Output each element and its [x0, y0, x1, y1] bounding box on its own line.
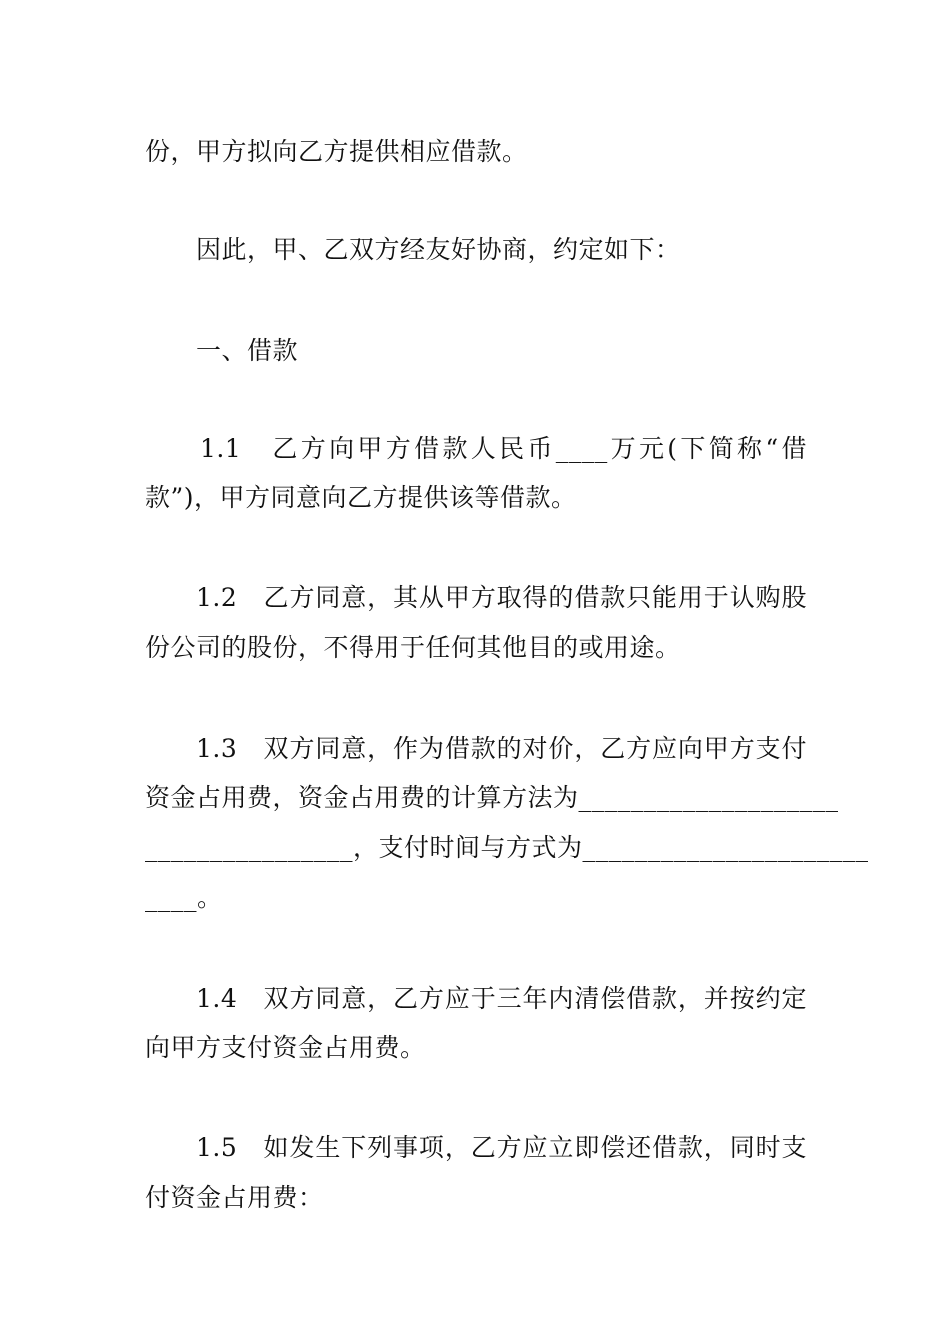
clause-1-3-line-4: ____。 [145, 883, 223, 912]
paragraph-intro: 因此，甲、乙双方经友好协商，约定如下： [196, 235, 681, 264]
clause-1-1-line-2: 款”)，甲方同意向乙方提供该等借款。 [145, 483, 577, 512]
clause-1-2-line-2: 份公司的股份，不得用于任何其他目的或用途。 [145, 633, 681, 662]
clause-1-2-line-1: 1.2 乙方同意，其从甲方取得的借款只能用于认购股 [196, 583, 807, 612]
clause-1-1-line-1: 1.1 乙方向甲方借款人民币____万元(下简称“借 [200, 434, 807, 463]
clause-1-3-line-2: 资金占用费，资金占用费的计算方法为____________________ [145, 783, 839, 812]
clause-1-3-line-3: ________________，支付时间与方式为______________________ [145, 833, 869, 862]
section-heading-loan: 一、借款 [196, 336, 299, 365]
clause-1-5-line-1: 1.5 如发生下列事项，乙方应立即偿还借款，同时支 [196, 1133, 807, 1162]
paragraph-continuation: 份，甲方拟向乙方提供相应借款。 [145, 137, 528, 166]
clause-1-3-line-1: 1.3 双方同意，作为借款的对价，乙方应向甲方支付 [196, 734, 807, 763]
clause-1-4-line-1: 1.4 双方同意，乙方应于三年内清偿借款，并按约定 [196, 984, 807, 1013]
clause-1-4-line-2: 向甲方支付资金占用费。 [145, 1033, 426, 1062]
clause-1-5-line-2: 付资金占用费： [145, 1183, 324, 1212]
